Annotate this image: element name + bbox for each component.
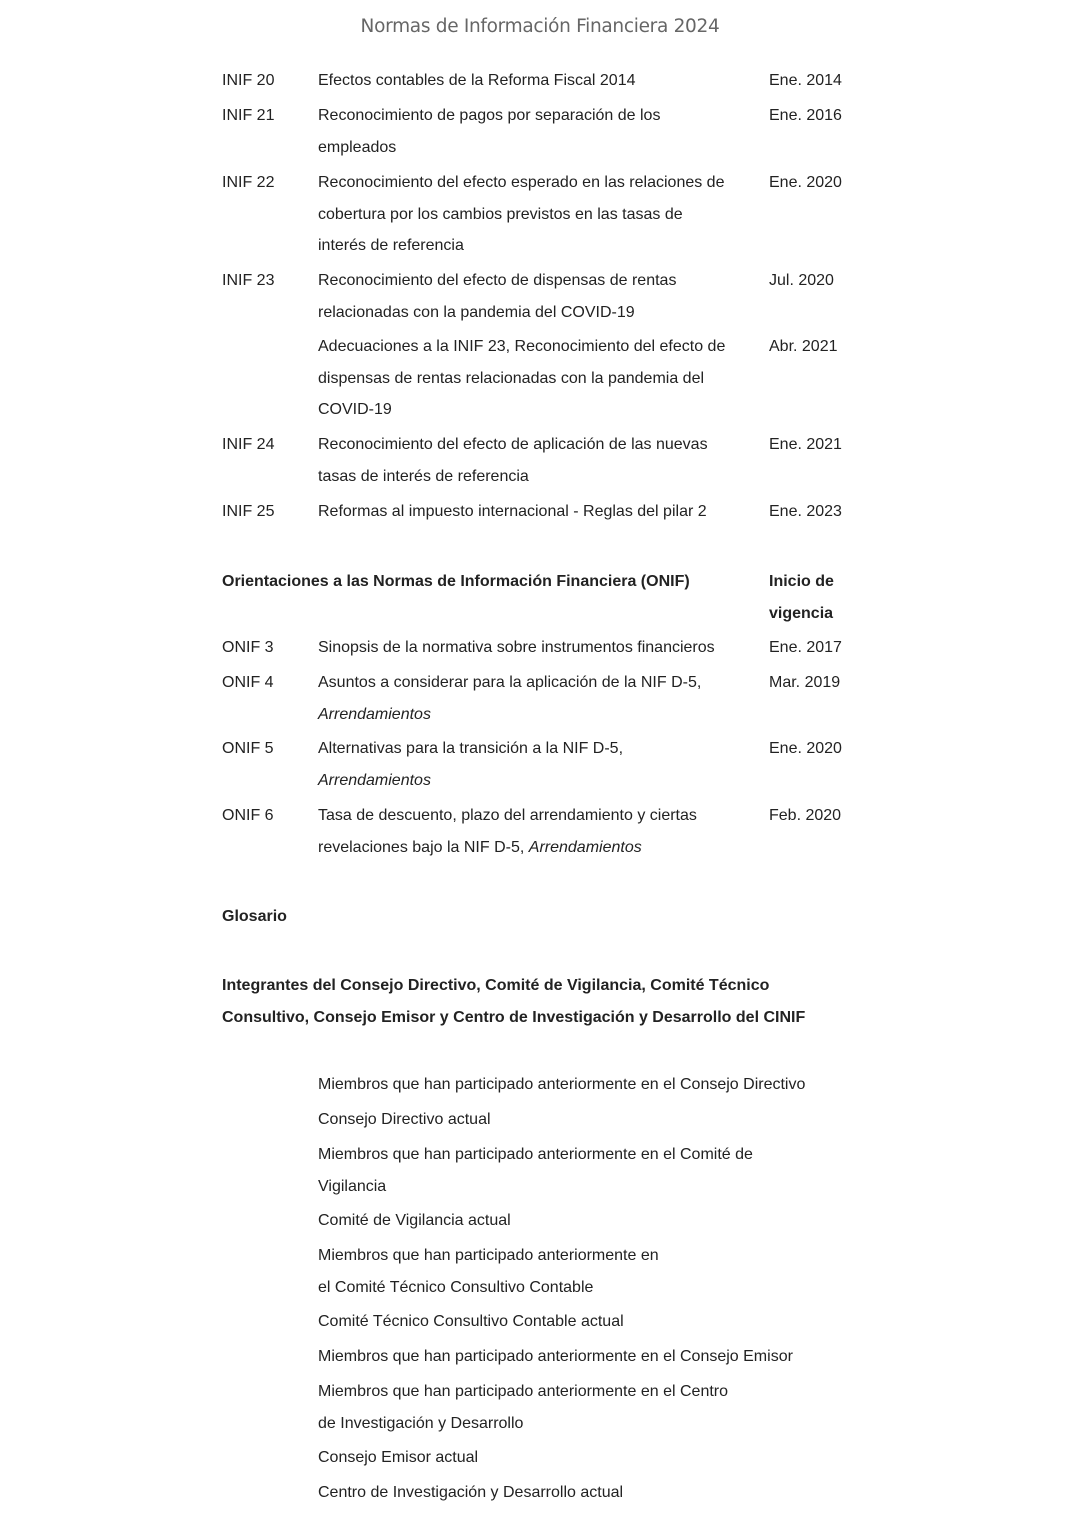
desc-line: Miembros que han participado anteriormente en	[318, 1247, 659, 1264]
item-description	[318, 1306, 624, 1338]
desc-line: Reformas al impuesto internacional - Reglas del pilar 2	[318, 503, 707, 520]
desc-line: tasas de interés de referencia	[318, 467, 529, 485]
item-date: Feb. 2020	[769, 807, 842, 824]
desc-line: Reconocimiento de pagos por separación de los	[318, 107, 661, 124]
item-description	[318, 65, 636, 97]
item-code: INIF 24	[222, 436, 275, 453]
page-header-title: Normas de Información Financiera 2024	[360, 16, 720, 37]
desc-italic: Arrendamientos	[318, 771, 431, 789]
date-header-line: vigencia	[769, 604, 834, 622]
desc-line: dispensas de rentas relacionadas con la pandemia del	[318, 369, 705, 387]
item-description	[318, 632, 715, 664]
desc-line: Miembros que han participado anteriormente en el Consejo Directivo	[318, 1076, 806, 1093]
item-date: Ene. 2016	[769, 107, 842, 124]
item-description	[318, 667, 701, 730]
item-code: INIF 23	[222, 272, 275, 289]
item-date: Ene. 2020	[769, 174, 842, 191]
heading-line: Integrantes del Consejo Directivo, Comité de Vigilancia, Comité Técnico	[222, 977, 770, 994]
desc-line: Efectos contables de la Reforma Fiscal 2014	[318, 72, 636, 89]
desc-line: Reconocimiento del efecto de aplicación de las nuevas	[318, 436, 708, 453]
date-column-header	[769, 566, 834, 629]
item-date: Ene. 2017	[769, 639, 842, 656]
desc-line: Alternativas para la transición a la NIF D-5,	[318, 740, 624, 757]
item-code: ONIF 5	[222, 740, 274, 757]
item-description	[318, 1341, 793, 1373]
desc-italic: Arrendamientos	[318, 705, 431, 723]
desc-line: Tasa de descuento, plazo del arrendamiento y ciertas	[318, 807, 697, 824]
item-date: Mar. 2019	[769, 674, 841, 691]
item-date: Abr. 2021	[769, 338, 838, 355]
item-description	[318, 100, 660, 163]
desc-line: interés de referencia	[318, 237, 464, 254]
integrantes-heading	[222, 970, 805, 1033]
desc-line: Comité Técnico Consultivo Contable actual	[318, 1313, 624, 1330]
desc-line: Reconocimiento del efecto esperado en las relaciones de	[318, 174, 725, 191]
item-code: INIF 22	[222, 174, 275, 191]
desc-line: Adecuaciones a la INIF 23, Reconocimiento del efecto de	[318, 338, 726, 355]
item-description	[318, 1205, 511, 1237]
desc-line: Vigilancia	[318, 1177, 387, 1195]
desc-line: Miembros que han participado anteriormente en el Centro	[318, 1383, 729, 1400]
desc-line: Sinopsis de la normativa sobre instrumentos financieros	[318, 639, 715, 656]
item-description	[318, 429, 708, 492]
item-description	[318, 1376, 728, 1439]
item-description	[318, 1139, 753, 1202]
desc-line: Consejo Emisor actual	[318, 1449, 479, 1466]
glosario-heading: Glosario	[222, 908, 287, 925]
desc-line: Miembros que han participado anteriormente en el Consejo Emisor	[318, 1348, 793, 1365]
item-code: INIF 21	[222, 107, 275, 124]
item-code: ONIF 4	[222, 674, 274, 691]
item-description	[318, 1442, 478, 1474]
date-header-line: Inicio de	[769, 573, 834, 590]
desc-line: Centro de Investigación y Desarrollo actual	[318, 1484, 624, 1501]
item-description	[318, 331, 725, 426]
desc-line: de Investigación y Desarrollo	[318, 1414, 524, 1432]
desc-line: relacionadas con la pandemia del COVID-19	[318, 303, 635, 321]
item-code: INIF 25	[222, 503, 275, 520]
item-description	[318, 167, 724, 262]
desc-italic: Arrendamientos	[528, 838, 642, 856]
desc-line: Asuntos a considerar para la aplicación de la NIF D-5,	[318, 674, 702, 691]
item-description	[318, 496, 707, 528]
desc-line: Consejo Directivo actual	[318, 1111, 491, 1128]
item-date: Jul. 2020	[769, 272, 834, 289]
desc-line: empleados	[318, 138, 397, 156]
desc-line: Reconocimiento del efecto de dispensas de rentas	[318, 272, 677, 289]
desc-line: cobertura por los cambios previstos en las tasas de	[318, 205, 683, 223]
heading-line: Consultivo, Consejo Emisor y Centro de Investigación y Desarrollo del CINIF	[222, 1008, 806, 1026]
desc-line: el Comité Técnico Consultivo Contable	[318, 1278, 594, 1296]
desc-line: revelaciones bajo la NIF D-5,	[318, 838, 529, 856]
item-date: Ene. 2023	[769, 503, 842, 520]
desc-line: Miembros que han participado anteriormente en el Comité de	[318, 1146, 753, 1163]
desc-line: Comité de Vigilancia actual	[318, 1212, 511, 1229]
item-description	[318, 800, 697, 863]
item-code: INIF 20	[222, 72, 275, 89]
onif-section-title: Orientaciones a las Normas de Información Financiera (ONIF)	[222, 573, 690, 590]
item-code: ONIF 6	[222, 807, 274, 824]
item-code: ONIF 3	[222, 639, 274, 656]
item-date: Ene. 2020	[769, 740, 842, 757]
item-description	[318, 1104, 491, 1136]
item-description	[318, 1240, 659, 1303]
item-description	[318, 1477, 623, 1509]
item-description	[318, 265, 676, 328]
item-description	[318, 1069, 805, 1101]
desc-line: COVID-19	[318, 401, 392, 418]
item-description	[318, 733, 623, 796]
item-date: Ene. 2021	[769, 436, 842, 453]
item-date: Ene. 2014	[769, 72, 842, 89]
